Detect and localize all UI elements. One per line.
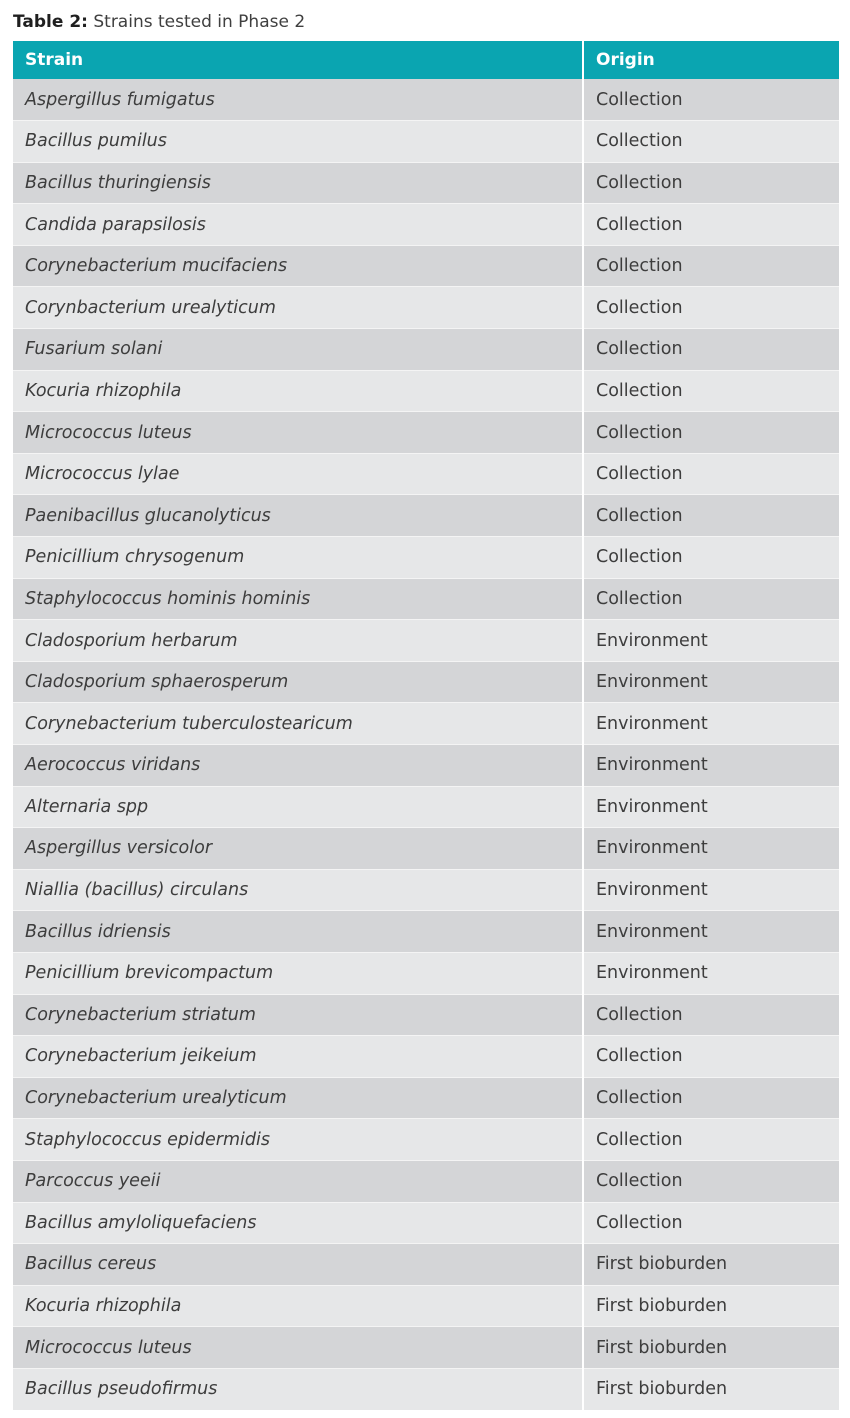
strain-cell: Bacillus pseudofirmus: [13, 1368, 583, 1410]
table-row: [13, 329, 839, 371]
table-row: [13, 287, 839, 329]
table-row: [13, 1368, 839, 1410]
table-row: [13, 1202, 839, 1244]
table-row: [13, 1244, 839, 1286]
table-row: [13, 370, 839, 412]
strain-cell: Parcoccus yeeii: [13, 1160, 583, 1202]
strain-cell: Cladosporium sphaerosperum: [13, 661, 583, 703]
origin-cell: Environment: [583, 745, 839, 787]
table-row: [13, 204, 839, 246]
header-row: [13, 41, 839, 79]
table-row: [13, 453, 839, 495]
table-row: [13, 620, 839, 662]
origin-cell: Collection: [583, 578, 839, 620]
table-row: [13, 869, 839, 911]
table-row: [13, 1327, 839, 1369]
strain-cell: Corynbacterium urealyticum: [13, 287, 583, 329]
origin-cell: Collection: [583, 370, 839, 412]
origin-cell: Collection: [583, 1160, 839, 1202]
table-row: [13, 412, 839, 454]
table-row: [13, 578, 839, 620]
origin-cell: Collection: [583, 1077, 839, 1119]
table-row: [13, 1119, 839, 1161]
origin-cell: Environment: [583, 703, 839, 745]
strain-cell: Kocuria rhizophila: [13, 370, 583, 412]
origin-cell: Collection: [583, 412, 839, 454]
strain-cell: Cladosporium herbarum: [13, 620, 583, 662]
strain-cell: Penicillium chrysogenum: [13, 537, 583, 579]
strain-cell: Micrococcus lylae: [13, 453, 583, 495]
column-header-strain: Strain: [13, 41, 583, 79]
strain-cell: Fusarium solani: [13, 329, 583, 371]
table-row: [13, 1077, 839, 1119]
strain-cell: Micrococcus luteus: [13, 1327, 583, 1369]
table-body: [13, 79, 839, 1410]
table-row: [13, 994, 839, 1036]
table-caption: [13, 10, 305, 34]
table-row: [13, 537, 839, 579]
caption-label: Table 2:: [13, 12, 88, 32]
table-row: [13, 786, 839, 828]
table-header: [13, 41, 839, 79]
strain-cell: Paenibacillus glucanolyticus: [13, 495, 583, 537]
strain-cell: Staphylococcus epidermidis: [13, 1119, 583, 1161]
origin-cell: Collection: [583, 1119, 839, 1161]
origin-cell: First bioburden: [583, 1368, 839, 1410]
origin-cell: Environment: [583, 952, 839, 994]
strain-cell: Aspergillus versicolor: [13, 828, 583, 870]
table-row: [13, 703, 839, 745]
strain-cell: Corynebacterium mucifaciens: [13, 245, 583, 287]
table-row: [13, 162, 839, 204]
origin-cell: Environment: [583, 869, 839, 911]
table-row: [13, 1160, 839, 1202]
strain-cell: Corynebacterium striatum: [13, 994, 583, 1036]
table-row: [13, 121, 839, 163]
table-row: [13, 1285, 839, 1327]
origin-cell: First bioburden: [583, 1327, 839, 1369]
strain-cell: Bacillus idriensis: [13, 911, 583, 953]
table-row: [13, 745, 839, 787]
table-row: [13, 1036, 839, 1078]
origin-cell: Collection: [583, 162, 839, 204]
table-row: [13, 79, 839, 121]
column-header-origin: Origin: [596, 50, 655, 70]
strain-cell: Bacillus cereus: [13, 1244, 583, 1286]
strain-cell: Niallia (bacillus) circulans: [13, 869, 583, 911]
table-row: [13, 495, 839, 537]
origin-cell: Collection: [583, 495, 839, 537]
strain-cell: Kocuria rhizophila: [13, 1285, 583, 1327]
strain-cell: Corynebacterium urealyticum: [13, 1077, 583, 1119]
table-row: [13, 828, 839, 870]
strain-cell: Aspergillus fumigatus: [13, 79, 583, 121]
origin-cell: Collection: [583, 1202, 839, 1244]
strain-cell: Bacillus thuringiensis: [13, 162, 583, 204]
table-row: [13, 661, 839, 703]
origin-cell: Collection: [596, 89, 683, 110]
strain-cell: Staphylococcus hominis hominis: [13, 578, 583, 620]
origin-cell: Collection: [583, 245, 839, 287]
origin-cell: First bioburden: [583, 1244, 839, 1286]
origin-cell: Collection: [583, 287, 839, 329]
strain-cell: Candida parapsilosis: [13, 204, 583, 246]
strain-cell: Corynebacterium tuberculostearicum: [13, 703, 583, 745]
origin-cell: Collection: [583, 204, 839, 246]
table-row: [13, 245, 839, 287]
caption-text: Strains tested in Phase 2: [87, 12, 306, 32]
origin-cell: Collection: [583, 453, 839, 495]
strain-cell: Penicillium brevicompactum: [13, 952, 583, 994]
origin-cell: Collection: [583, 537, 839, 579]
strain-cell: Bacillus amyloliquefaciens: [13, 1202, 583, 1244]
strain-cell: Alternaria spp: [13, 786, 583, 828]
strain-cell: Micrococcus luteus: [13, 412, 583, 454]
strain-cell: Bacillus pumilus: [13, 121, 583, 163]
strain-cell: Corynebacterium jeikeium: [13, 1036, 583, 1078]
strain-cell: Aerococcus viridans: [13, 745, 583, 787]
origin-cell: Environment: [583, 786, 839, 828]
origin-cell: Collection: [583, 121, 839, 163]
origin-cell: Environment: [583, 828, 839, 870]
table-row: [13, 911, 839, 953]
origin-cell: First bioburden: [583, 1285, 839, 1327]
origin-cell: Environment: [583, 620, 839, 662]
origin-cell: Collection: [583, 1036, 839, 1078]
table-row: [13, 952, 839, 994]
origin-cell: Collection: [583, 994, 839, 1036]
origin-cell: Environment: [583, 911, 839, 953]
origin-cell: Environment: [583, 661, 839, 703]
strains-table: [13, 41, 839, 1410]
origin-cell: Collection: [583, 329, 839, 371]
